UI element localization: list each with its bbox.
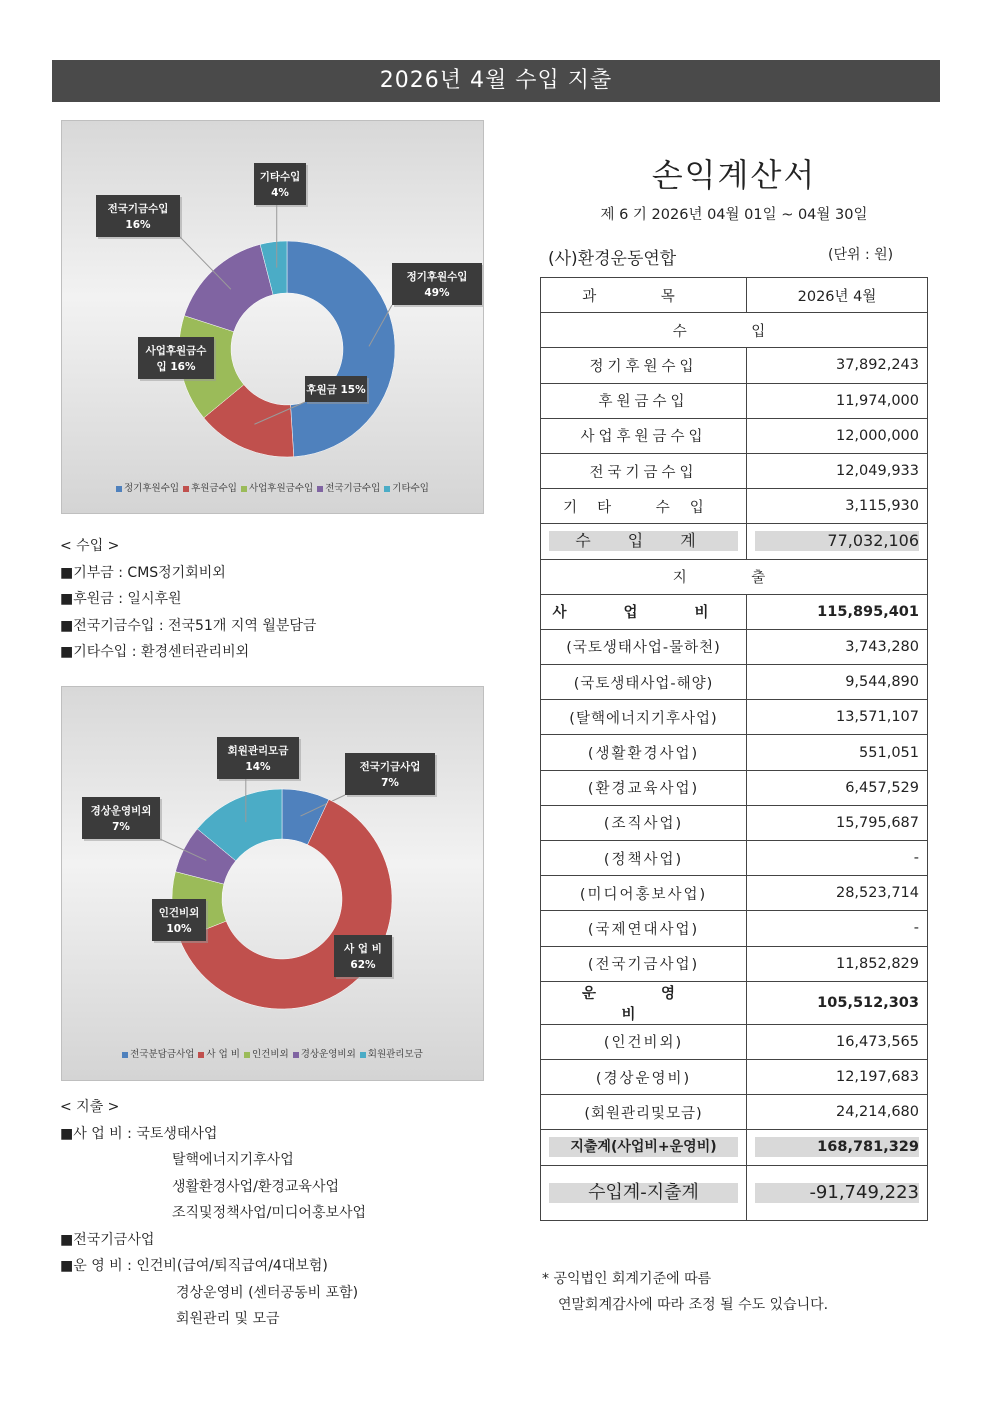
row-value: 12,000,000 [747, 418, 928, 453]
expense-total-row [541, 1130, 928, 1165]
row-label: (국제연대사업) [541, 911, 747, 946]
row-value: 6,457,529 [747, 770, 928, 805]
row-label: 전국기금수입 [541, 453, 747, 488]
expense-total-label: 지출계(사업비+운영비) [549, 1137, 738, 1157]
legend-label: 후원금수입 [191, 483, 237, 494]
income-note-item: ■기타수입 : 환경센터관리비외 [60, 644, 250, 660]
table-row [541, 348, 928, 383]
row-value: 11,974,000 [747, 383, 928, 418]
footnote-line: 연말회계감사에 따라 조정 될 수도 있습니다. [558, 1297, 829, 1313]
row-label: (생활환경사업) [541, 735, 747, 770]
legend-label: 사업후원금수입 [248, 483, 314, 494]
table-row [541, 1095, 928, 1130]
income-notes-heading: < 수입 > [60, 538, 120, 554]
row-value: 11,852,829 [747, 946, 928, 981]
page-title-bar [52, 60, 940, 102]
legend-swatch [241, 486, 247, 492]
income-note-item: ■기부금 : CMS정기회비외 [60, 564, 226, 581]
table-header-row [541, 278, 928, 313]
expense-note-item: 생활환경사업/환경교육사업 [172, 1178, 340, 1195]
income-note-item: ■전국기금수입 : 전국51개 지역 월분담금 [60, 617, 317, 634]
page-title: 2026년 4월 수입 지출 [379, 68, 613, 93]
income-total-label: 수 입 계 [549, 531, 738, 551]
table-row [541, 805, 928, 840]
row-value: 15,795,687 [747, 805, 928, 840]
legend-item [183, 480, 237, 494]
expense-note-item: 조직및정책사업/미디어홍보사업 [172, 1205, 367, 1221]
expense-note-item: ■운 영 비 : 인건비(급여/퇴직급여/4대보험) [60, 1258, 328, 1274]
net-label: 수입계-지출계 [549, 1183, 738, 1203]
row-value: 37,892,243 [747, 348, 928, 383]
data-label-text: 62% [350, 959, 376, 971]
data-label-text: 회원관리모금 [227, 745, 289, 757]
legend-swatch [360, 1052, 366, 1058]
legend-item [116, 480, 179, 494]
table-row [541, 665, 928, 700]
legend-item [198, 1046, 240, 1060]
row-value: 12,049,933 [747, 453, 928, 488]
row-value: 3,743,280 [747, 629, 928, 664]
expense-note-item: 탈핵에너지기후사업 [172, 1152, 294, 1168]
project-cost-row [541, 594, 928, 629]
income-chart-legend [62, 480, 483, 494]
legend-label: 경상운영비외 [300, 1049, 356, 1060]
table-row [541, 1059, 928, 1094]
row-value: 28,523,714 [747, 876, 928, 911]
expense-donut-chart [61, 686, 484, 1081]
legend-item [360, 1046, 423, 1060]
footnote [542, 1266, 828, 1318]
legend-swatch [122, 1052, 128, 1058]
row-label: (전국기금사업) [541, 946, 747, 981]
data-label-text: 정기후원수입 [406, 271, 468, 283]
row-label: 운 영 비 [541, 981, 747, 1024]
data-label-text: 16% [125, 219, 151, 231]
table-row [541, 946, 928, 981]
data-label-text: 4% [271, 187, 289, 199]
table-row [541, 453, 928, 488]
statement-period: 제 6 기 2026년 04월 01일 ~ 04월 30일 [600, 207, 868, 223]
legend-label: 사 업 비 [206, 1049, 240, 1060]
row-value: 9,544,890 [747, 665, 928, 700]
legend-swatch [183, 486, 189, 492]
table-row [541, 700, 928, 735]
data-label-text: 7% [112, 821, 130, 833]
data-label-text: 입 16% [156, 361, 196, 373]
row-label: (탈핵에너지기후사업) [541, 700, 747, 735]
row-label: (미디어홍보사업) [541, 876, 747, 911]
row-label: 정기후원수입 [541, 348, 747, 383]
operating-cost-row [541, 981, 928, 1024]
row-label: (정책사업) [541, 841, 747, 876]
legend-swatch [244, 1052, 250, 1058]
legend-label: 정기후원수입 [124, 483, 180, 494]
expense-note-item: 경상운영비 (센터공동비 포함) [176, 1284, 359, 1301]
section-row [541, 559, 928, 594]
legend-label: 기타수입 [392, 483, 429, 494]
row-label: (조직사업) [541, 805, 747, 840]
row-label: 후원금수입 [541, 383, 747, 418]
table-row [541, 770, 928, 805]
table-row [541, 383, 928, 418]
row-value: 3,115,930 [747, 489, 928, 524]
table-row [541, 1024, 928, 1059]
donut-slice-4 [184, 244, 273, 331]
table-row [541, 418, 928, 453]
income-note-item: ■후원금 : 일시후원 [60, 591, 182, 607]
statement-title: 손익계산서 [651, 156, 817, 194]
legend-item [244, 1046, 289, 1060]
data-label-text: 전국기금수입 [107, 203, 169, 215]
expense-notes-heading: < 지출 > [60, 1099, 120, 1115]
legend-label: 전국기금수입 [325, 483, 381, 494]
expense-chart-legend [62, 1046, 483, 1060]
legend-label: 회원관리모금 [367, 1049, 423, 1060]
row-value: 115,895,401 [747, 594, 928, 629]
row-value: 16,473,565 [747, 1024, 928, 1059]
legend-item [384, 480, 429, 494]
data-label-text: 사업후원금수 [145, 345, 207, 357]
row-label: 기타 수입 [541, 489, 747, 524]
data-label-text: 10% [166, 923, 192, 935]
row-label: (환경교육사업) [541, 770, 747, 805]
data-label-text: 인건비외 [158, 907, 200, 919]
table-row [541, 489, 928, 524]
row-label: (인건비외) [541, 1024, 747, 1059]
income-notes [60, 533, 316, 666]
row-label: 사업후원금수입 [541, 418, 747, 453]
row-label: (회원관리및모금) [541, 1095, 747, 1130]
col-header-item: 과 목 [541, 278, 747, 313]
legend-label: 전국분담금사업 [130, 1049, 195, 1060]
organization-name: (사)환경운동연합 [548, 249, 677, 269]
row-value: - [747, 911, 928, 946]
data-label-text: 전국기금사업 [359, 761, 421, 773]
income-chart-svg [62, 121, 483, 513]
row-value: 105,512,303 [747, 981, 928, 1024]
expense-note-item: ■사 업 비 : 국토생태사업 [60, 1125, 218, 1142]
income-total-value: 77,032,106 [755, 531, 919, 551]
row-value: 24,214,680 [747, 1095, 928, 1130]
legend-item [317, 480, 380, 494]
data-label-text: 기타수입 [259, 171, 301, 183]
data-label-text: 후원금 15% [306, 384, 366, 396]
row-value: 551,051 [747, 735, 928, 770]
table-row [541, 629, 928, 664]
footnote-line: * 공익법인 회계기준에 따름 [542, 1271, 712, 1287]
row-value: 12,197,683 [747, 1059, 928, 1094]
data-label-text: 14% [245, 761, 271, 773]
expense-notes [60, 1094, 366, 1333]
row-label: (국토생태사업-물하천) [541, 629, 747, 664]
data-label-text: 사 업 비 [344, 943, 382, 955]
legend-swatch [198, 1052, 204, 1058]
col-header-month: 2026년 4월 [747, 278, 928, 313]
expense-section-header: 지 출 [541, 559, 928, 594]
net-value: -91,749,223 [755, 1183, 919, 1203]
unit-label: (단위 : 원) [828, 247, 894, 263]
data-label-text: 49% [424, 287, 450, 299]
donut-slice-1 [287, 241, 395, 457]
row-value: 13,571,107 [747, 700, 928, 735]
row-label: (국토생태사업-해양) [541, 665, 747, 700]
income-donut-chart [61, 120, 484, 514]
legend-swatch [384, 486, 390, 492]
legend-item [122, 1046, 194, 1060]
expense-total-value: 168,781,329 [755, 1137, 919, 1157]
table-row [541, 911, 928, 946]
table-row [541, 841, 928, 876]
income-total-row [541, 524, 928, 559]
income-section-header: 수 입 [541, 313, 928, 348]
legend-label: 인건비외 [251, 1049, 289, 1060]
income-statement-table [540, 277, 928, 1221]
legend-swatch [116, 486, 122, 492]
data-label-text: 경상운영비외 [90, 805, 152, 817]
legend-swatch [293, 1052, 299, 1058]
expense-chart-svg [62, 687, 483, 1080]
expense-note-item: ■전국기금사업 [60, 1231, 155, 1248]
section-row [541, 313, 928, 348]
row-label: (경상운영비) [541, 1059, 747, 1094]
legend-swatch [317, 486, 323, 492]
row-label: 사 업 비 [541, 594, 747, 629]
legend-item [293, 1046, 356, 1060]
row-value: - [747, 841, 928, 876]
table-row [541, 876, 928, 911]
expense-note-item: 회원관리 및 모금 [176, 1311, 280, 1327]
net-row [541, 1165, 928, 1220]
table-row [541, 735, 928, 770]
data-label-text: 7% [381, 777, 399, 789]
legend-item [241, 480, 313, 494]
